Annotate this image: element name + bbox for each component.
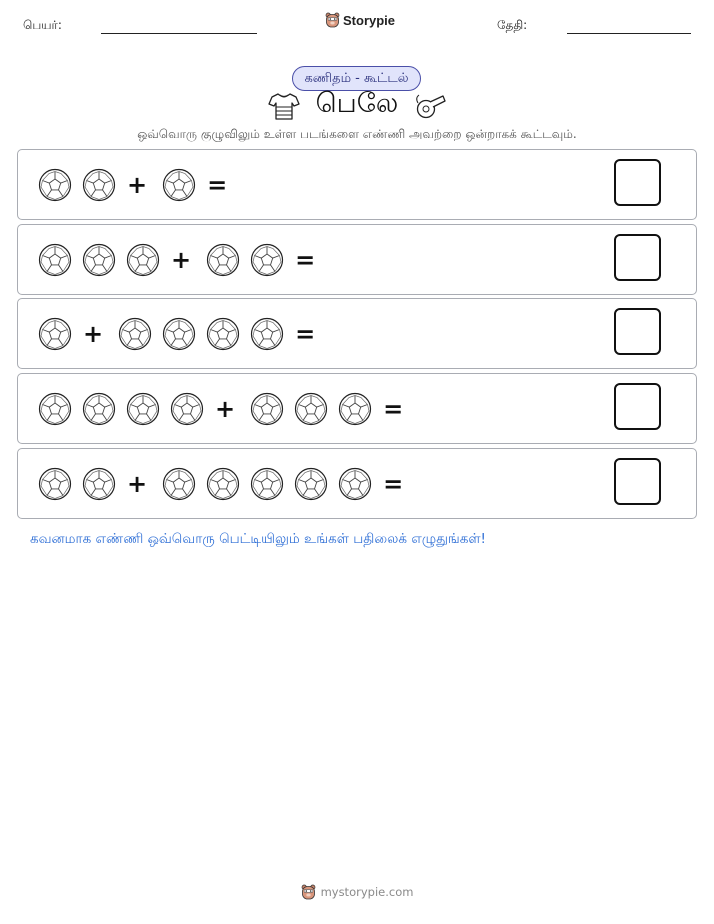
soccer-ball-icon — [38, 392, 72, 426]
soccer-ball-icon — [250, 243, 284, 277]
equals-sign: = — [295, 319, 316, 348]
plus-sign: + — [127, 170, 148, 199]
problem-row-2 — [17, 224, 697, 295]
equals-sign: = — [383, 394, 404, 423]
soccer-ball-icon — [38, 168, 72, 202]
site-footer — [0, 884, 714, 900]
soccer-ball-icon — [206, 467, 240, 501]
problem-items — [38, 299, 330, 368]
footer-note: கவனமாக எண்ணி ஒவ்வொரு பெட்டியிலும் உங்கள் பதிலைக் எழுதுங்கள்! — [30, 531, 486, 547]
page-title: பெலே — [315, 88, 399, 119]
answer-box[interactable] — [614, 159, 661, 206]
date-line[interactable] — [567, 33, 691, 34]
instruction-text: ஒவ்வொரு குழுவிலும் உள்ள படங்களை எண்ணி அவற்றை ஒன்றாகக் கூட்டவும். — [137, 127, 577, 141]
date-label: தேதி: — [497, 18, 528, 32]
jersey-icon — [268, 91, 300, 121]
soccer-ball-icon — [38, 243, 72, 277]
problem-items — [38, 225, 330, 294]
soccer-ball-icon — [206, 243, 240, 277]
brand-logo — [325, 12, 395, 28]
problem-row-5 — [17, 448, 697, 519]
problem-row-3 — [17, 298, 697, 369]
soccer-ball-icon — [118, 317, 152, 351]
soccer-ball-icon — [162, 467, 196, 501]
site-url[interactable]: mystorypie.com — [320, 885, 414, 899]
problem-items — [38, 449, 418, 518]
title-row — [0, 88, 714, 123]
soccer-ball-icon — [250, 467, 284, 501]
problem-items — [38, 374, 418, 443]
soccer-ball-icon — [162, 168, 196, 202]
whistle-icon — [414, 92, 446, 120]
name-line[interactable] — [101, 33, 257, 34]
brand-name: Storypie — [343, 12, 396, 28]
soccer-ball-icon — [82, 392, 116, 426]
soccer-ball-icon — [294, 467, 328, 501]
plus-sign: + — [215, 394, 236, 423]
equals-sign: = — [383, 469, 404, 498]
soccer-ball-icon — [82, 168, 116, 202]
plus-sign: + — [127, 469, 148, 498]
answer-box[interactable] — [614, 458, 661, 505]
answer-box[interactable] — [614, 234, 661, 281]
equals-sign: = — [207, 170, 228, 199]
soccer-ball-icon — [250, 392, 284, 426]
answer-box[interactable] — [614, 308, 661, 355]
plus-sign: + — [83, 319, 104, 348]
soccer-ball-icon — [126, 243, 160, 277]
soccer-ball-icon — [126, 392, 160, 426]
soccer-ball-icon — [294, 392, 328, 426]
soccer-ball-icon — [82, 243, 116, 277]
soccer-ball-icon — [38, 317, 72, 351]
soccer-ball-icon — [162, 317, 196, 351]
soccer-ball-icon — [206, 317, 240, 351]
equals-sign: = — [295, 245, 316, 274]
soccer-ball-icon — [250, 317, 284, 351]
problem-row-4 — [17, 373, 697, 444]
bear-mascot-icon — [325, 12, 340, 28]
problem-items — [38, 150, 242, 219]
name-label: பெயர்: — [23, 18, 62, 32]
answer-box[interactable] — [614, 383, 661, 430]
soccer-ball-icon — [338, 392, 372, 426]
problem-row-1 — [17, 149, 697, 220]
soccer-ball-icon — [82, 467, 116, 501]
topic-badge: கணிதம் - கூட்டல் — [292, 66, 421, 91]
plus-sign: + — [171, 245, 192, 274]
bear-mascot-icon — [301, 884, 316, 900]
soccer-ball-icon — [170, 392, 204, 426]
soccer-ball-icon — [38, 467, 72, 501]
soccer-ball-icon — [338, 467, 372, 501]
